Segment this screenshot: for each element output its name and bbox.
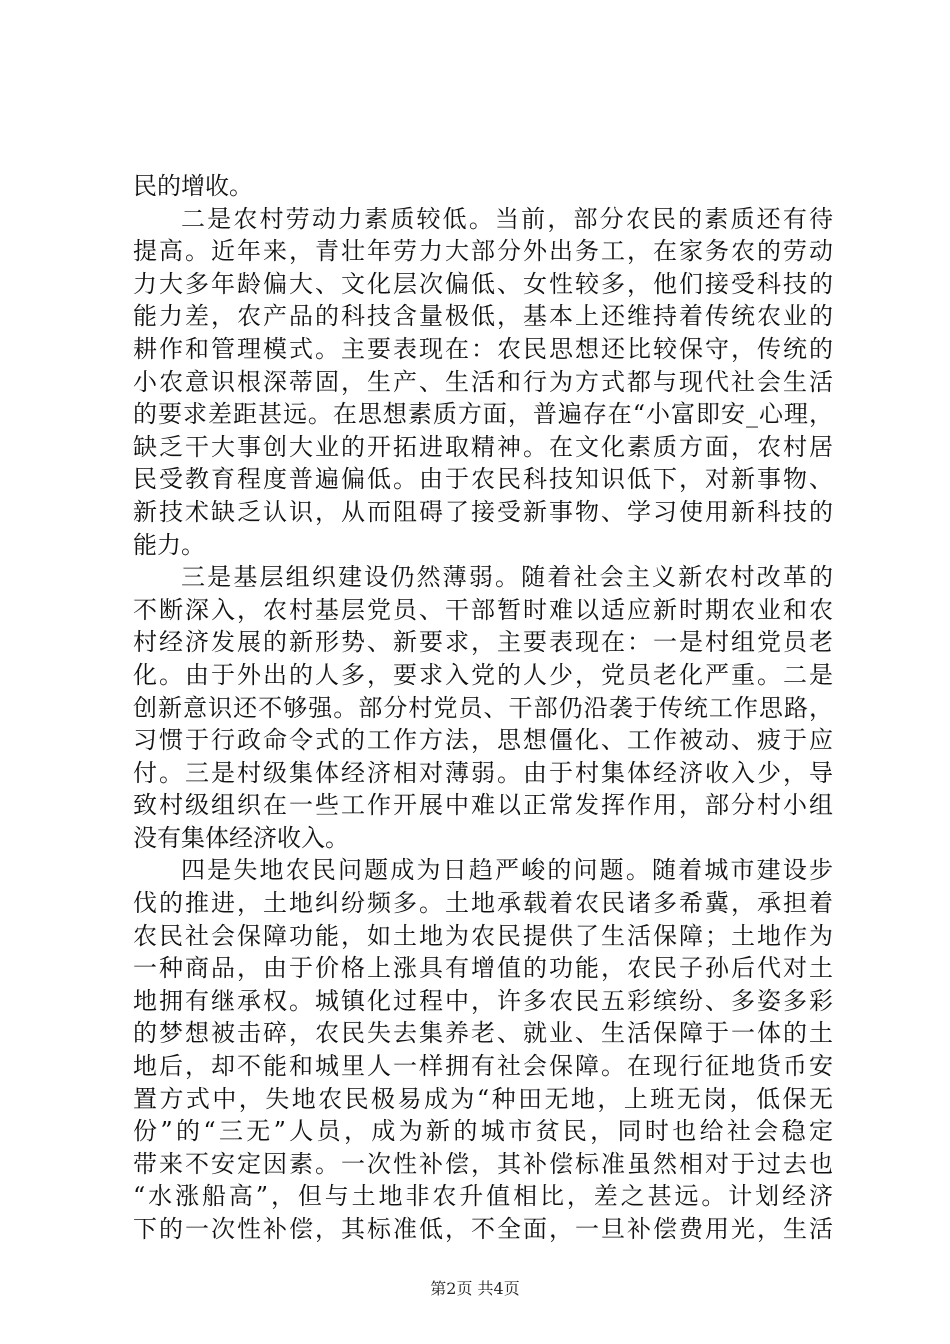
text-line: 的梦想被击碎，农民失去集养老、就业、生活保障于一体的土	[133, 1019, 833, 1048]
text-line: 一种商品，由于价格上涨具有增值的功能，农民子孙后代对土	[133, 954, 833, 983]
text-line: 创新意识还不够强。部分村党员、干部仍沿袭于传统工作思路，	[133, 693, 833, 722]
text-line: 置方式中，失地农民极易成为“种田无地，上班无岗，低保无	[133, 1084, 833, 1113]
text-line: 能力差，农产品的科技含量极低，基本上还维持着传统农业的	[133, 302, 833, 331]
text-line: 带来不安定因素。一次性补偿，其补偿标准虽然相对于过去也	[133, 1149, 833, 1178]
text-line: 化。由于外出的人多，要求入党的人少，党员老化严重。二是	[133, 660, 833, 689]
text-line: 民的增收。	[133, 172, 253, 200]
text-line: 习惯于行政命令式的工作方法，思想僵化、工作被动、疲于应	[133, 726, 833, 755]
text-line: 耕作和管理模式。主要表现在：农民思想还比较保守，传统的	[133, 334, 833, 363]
page-footer: 第2页 共4页	[430, 1279, 520, 1298]
text-line: 二是农村劳动力素质较低。当前，部分农民的素质还有待	[181, 204, 833, 233]
text-line: 缺乏干大事创大业的开拓进取精神。在文化素质方面，农村居	[133, 432, 833, 461]
text-line: “水涨船高”，但与土地非农升值相比，差之甚远。计划经济	[133, 1182, 833, 1211]
text-line: 地后，却不能和城里人一样拥有社会保障。在现行征地货币安	[133, 1052, 833, 1081]
text-line: 四是失地农民问题成为日趋严峻的问题。随着城市建设步	[181, 856, 833, 885]
text-line: 村经济发展的新形势、新要求，主要表现在：一是村组党员老	[133, 628, 833, 657]
text-line: 民受教育程度普遍偏低。由于农民科技知识低下，对新事物、	[133, 465, 833, 494]
text-line: 下的一次性补偿，其标准低，不全面，一旦补偿费用光，生活	[133, 1215, 833, 1243]
text-line: 致村级组织在一些工作开展中难以正常发挥作用，部分村小组	[133, 791, 833, 820]
text-line: 力大多年龄偏大、文化层次偏低、女性较多，他们接受科技的	[133, 269, 833, 298]
text-line: 的要求差距甚远。在思想素质方面，普遍存在“小富即安_心理，	[133, 400, 833, 429]
text-line: 不断深入，农村基层党员、干部暂时难以适应新时期农业和农	[133, 595, 833, 624]
text-line: 没有集体经济收入。	[133, 823, 349, 852]
text-line: 农民社会保障功能，如土地为农民提供了生活保障；土地作为	[133, 921, 833, 950]
text-line: 小农意识根深蒂固，生产、生活和行为方式都与现代社会生活	[133, 367, 833, 396]
text-line: 提高。近年来，青壮年劳力大部分外出务工，在家务农的劳动	[133, 237, 833, 266]
text-line: 付。三是村级集体经济相对薄弱。由于村集体经济收入少，导	[133, 758, 833, 787]
text-line: 三是基层组织建设仍然薄弱。随着社会主义新农村改革的	[181, 563, 833, 592]
text-line: 新技术缺乏认识，从而阻碍了接受新事物、学习使用新科技的	[133, 497, 833, 526]
text-line: 地拥有继承权。城镇化过程中，许多农民五彩缤纷、多姿多彩	[133, 986, 833, 1015]
text-line: 份”的“三无”人员，成为新的城市贫民，同时也给社会稳定	[133, 1117, 833, 1146]
text-line: 能力。	[133, 530, 205, 559]
text-line: 伐的推进，土地纠纷频多。土地承载着农民诸多希冀，承担着	[133, 889, 833, 918]
body-text	[133, 170, 833, 1246]
